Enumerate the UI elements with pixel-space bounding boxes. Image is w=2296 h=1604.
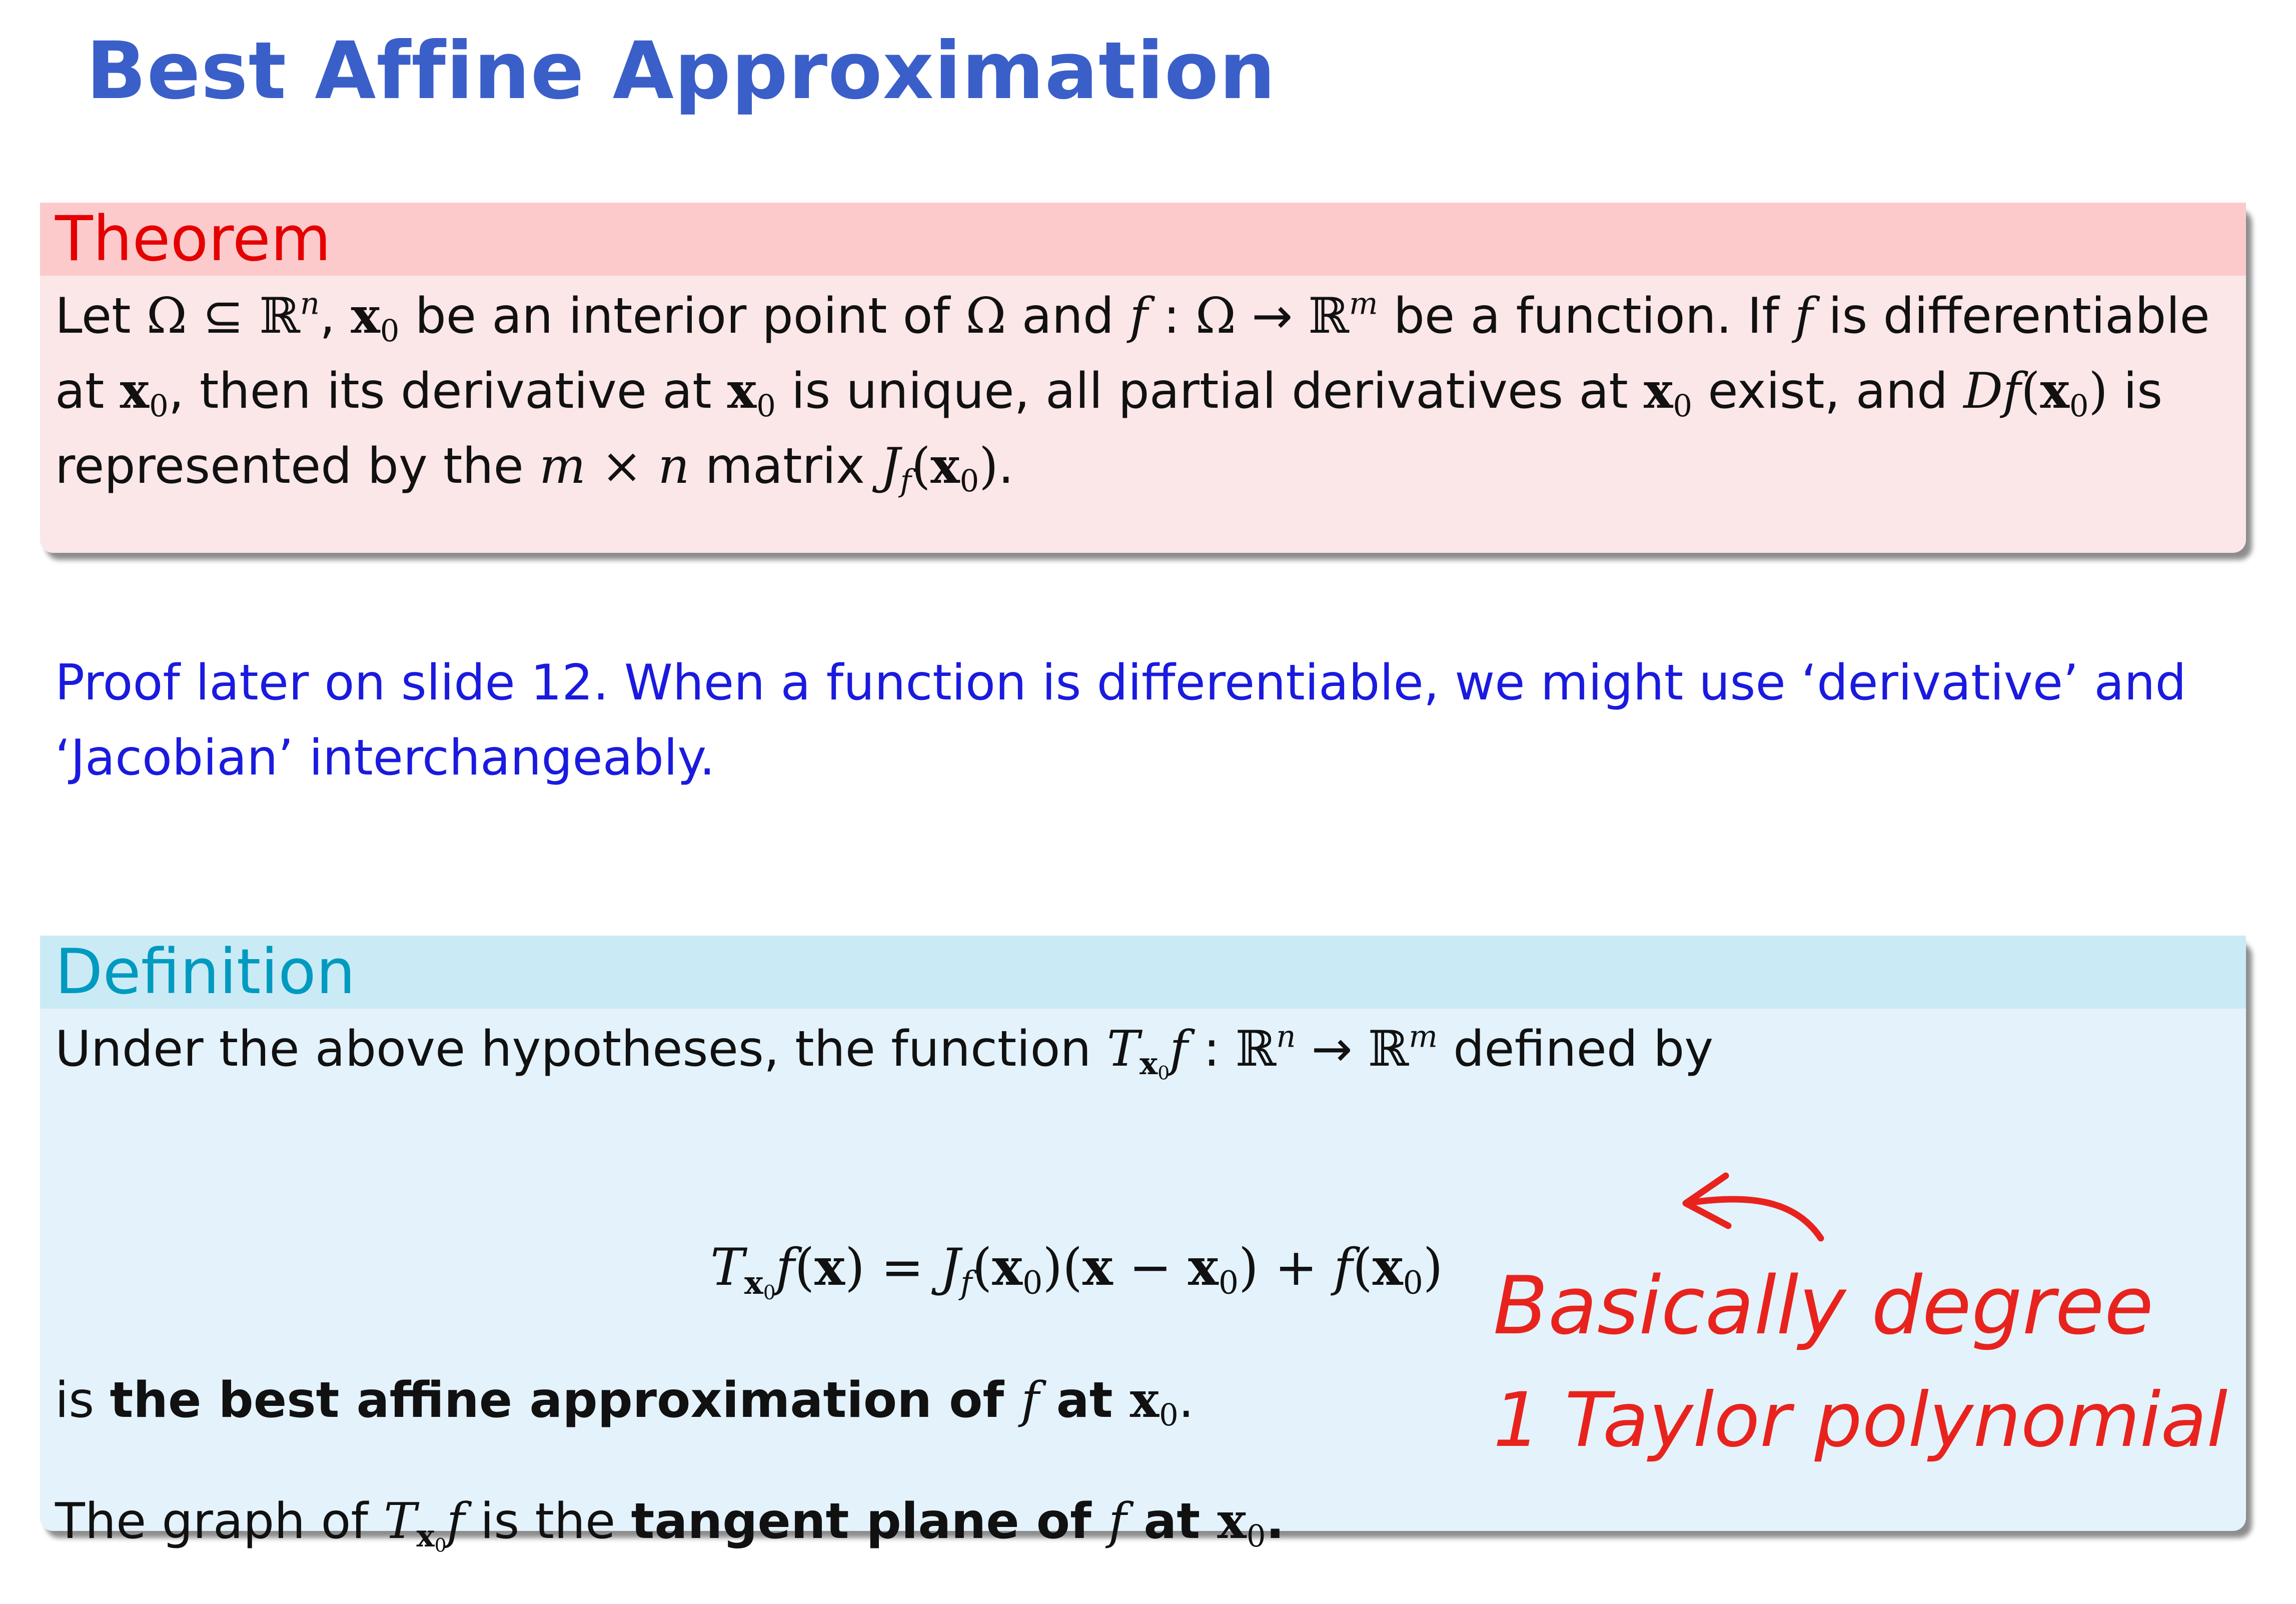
definition-heading: Definition [40, 936, 2246, 1009]
definition-intro: Under the above hypotheses, the function $T_{x_0}f$ : ℝ$^n$ → ℝ$^m$ defined by [55, 1019, 1714, 1084]
theorem-heading: Theorem [40, 203, 2246, 276]
annotation-line-1: Basically degree [1493, 1259, 2154, 1352]
theorem-body: Let Ω ⊆ ℝ$^n$, $x_0$ be an interior point of Ω and f : Ω → ℝ$^m$ be a function. If f is differentiable at $x_0$, then its derivative at $x_0$ is unique, all partial derivatives at $x_0$ exist, and $Df(x_0)$ is represented by the m × n matrix $J_f(x_0)$. [55, 286, 2210, 499]
theorem-block [40, 203, 2246, 553]
definition-block [40, 936, 2246, 1556]
slide-title: Best Affine Approximation [86, 25, 1276, 117]
tangent-plane-statement: The graph of $T_{x_0}f$ is the tangent plane of f at $x_0$. [55, 1492, 1285, 1556]
definition-statement: is the best affine approximation of f at $x_0$. [55, 1371, 1194, 1433]
affine-approximation-formula: $T_{x_0}f(x) = J_f(x_0)(x - x_0) + f(x_0)$ [710, 1237, 1443, 1304]
annotation-line-2: 1 Taylor polynomial [1493, 1377, 2228, 1464]
proof-remark: Proof later on slide 12. When a function is differentiable, we might use ‘derivative’ and ‘Jacobian’ interchangeably. [55, 654, 2186, 786]
